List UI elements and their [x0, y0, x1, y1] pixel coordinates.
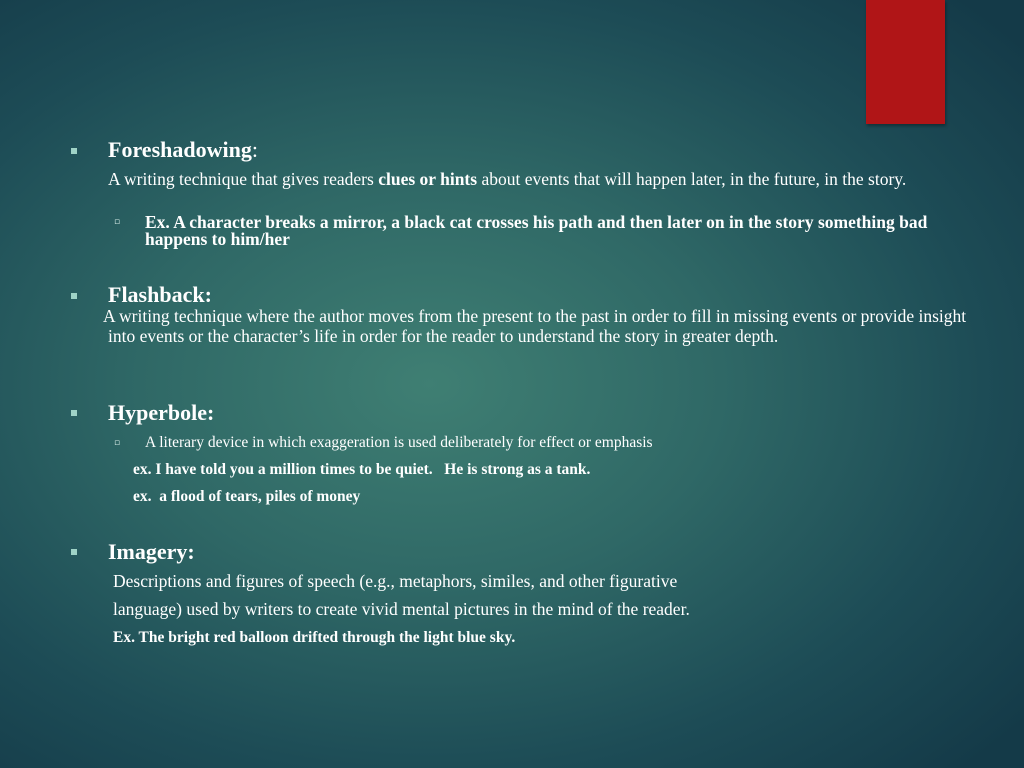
- heading-flashback: Flashback:: [108, 282, 212, 307]
- heading-hyperbole: Hyperbole:: [108, 400, 215, 425]
- bullet-square-icon: [71, 410, 77, 416]
- sub-bullet-hollow-square-icon: ▫: [114, 217, 121, 227]
- definition-foreshadowing: A writing technique that gives readers clues or hints about events that will happen later, in the future, in the story.: [108, 169, 907, 189]
- example-imagery: Ex. The bright red balloon drifted through the light blue sky.: [113, 629, 516, 646]
- definition-hyperbole: A literary device in which exaggeration is used deliberately for effect or emphasis: [145, 434, 653, 451]
- definition-imagery-line2: language) used by writers to create vivid mental pictures in the mind of the reader.: [113, 599, 690, 619]
- heading-imagery: Imagery:: [108, 539, 195, 564]
- example-hyperbole-2: ex. a flood of tears, piles of money: [133, 488, 361, 505]
- example-hyperbole-1: ex. I have told you a million times to be quiet. He is strong as a tank.: [133, 461, 591, 478]
- example-foreshadowing: Ex. A character breaks a mirror, a black cat crosses his path and then later on in the story something bad happens to him/her: [145, 212, 928, 249]
- bullet-square-icon: [71, 148, 77, 154]
- sub-bullet-hollow-square-icon: ▫: [114, 438, 121, 448]
- definition-imagery-line1: Descriptions and figures of speech (e.g., metaphors, similes, and other figurative: [113, 571, 678, 591]
- definition-flashback: A writing technique where the author moves from the present to the past in order to fill in missing events or provide insight into events or the character’s life in order for the reader to understand the story in greater depth.: [103, 306, 967, 346]
- bullet-square-icon: [71, 293, 77, 299]
- heading-foreshadowing: Foreshadowing:: [108, 137, 258, 162]
- bullet-square-icon: [71, 549, 77, 555]
- red-accent-tab: [866, 0, 945, 124]
